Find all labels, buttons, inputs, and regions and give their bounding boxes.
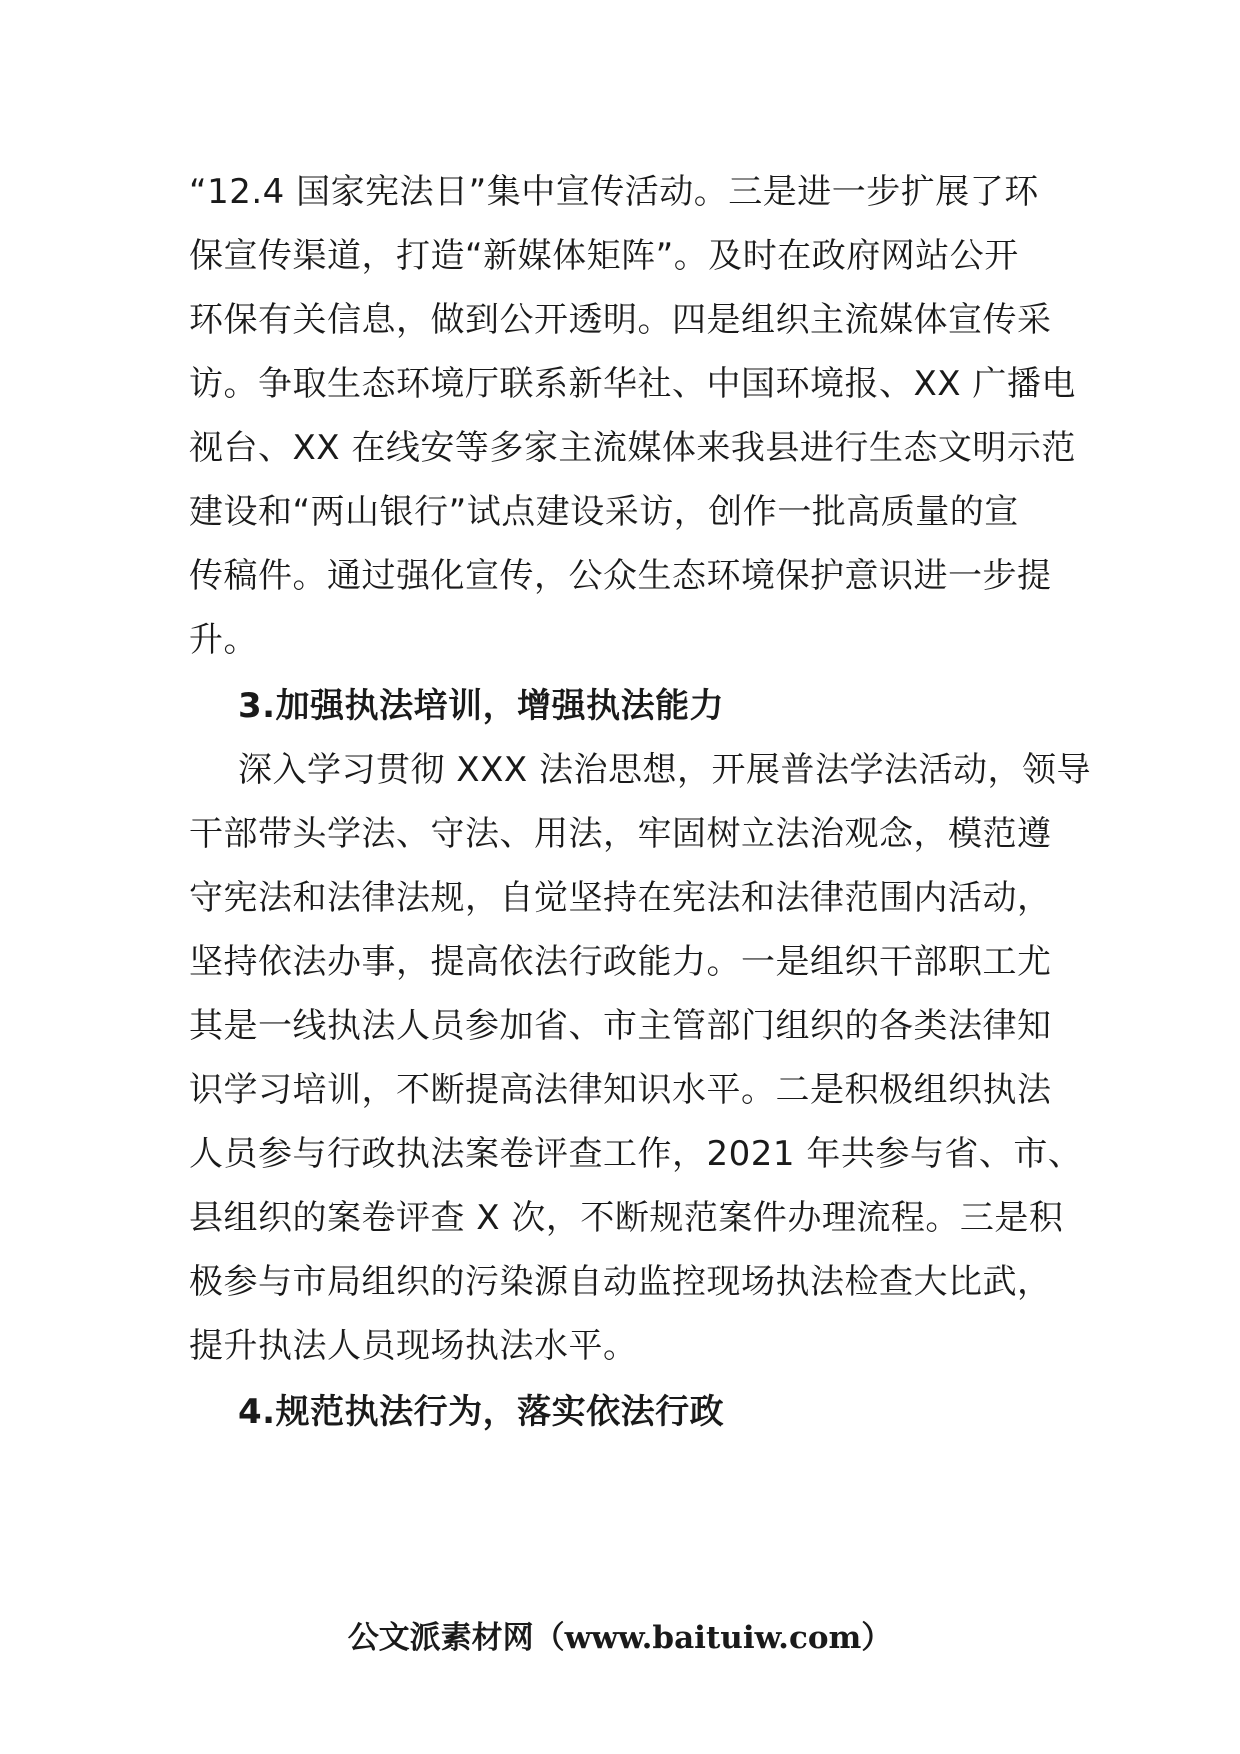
paragraph-line: 极参与市局组织的污染源自动监控现场执法检查大比武， xyxy=(189,1262,1052,1302)
paragraph-line: 视台、XX 在线安等多家主流媒体来我县进行生态文明示范 xyxy=(189,428,1076,468)
paragraph-line: 保宣传渠道，打造“新媒体矩阵”。及时在政府网站公开 xyxy=(189,236,1019,276)
paragraph-line: 访。争取生态环境厅联系新华社、中国环境报、XX 广播电 xyxy=(189,364,1076,404)
paragraph-line: 提升执法人员现场执法水平。 xyxy=(189,1326,638,1366)
paragraph-line: 环保有关信息，做到公开透明。四是组织主流媒体宣传采 xyxy=(189,300,1052,340)
paragraph-line: 干部带头学法、守法、用法，牢固树立法治观念，模范遵 xyxy=(189,814,1052,854)
page-footer-source: 公文派素材网（www.baituiw.com） xyxy=(347,1620,893,1656)
paragraph-line: 识学习培训，不断提高法律知识水平。二是积极组织执法 xyxy=(189,1070,1052,1110)
paragraph-line: 传稿件。通过强化宣传，公众生态环境保护意识进一步提 xyxy=(189,556,1052,596)
paragraph-line: 守宪法和法律法规，自觉坚持在宪法和法律范围内活动， xyxy=(189,878,1052,918)
section-heading-3: 3.加强执法培训，增强执法能力 xyxy=(238,686,725,726)
paragraph-line: 建设和“两山银行”试点建设采访，创作一批高质量的宣 xyxy=(189,492,1019,532)
paragraph-line: 深入学习贯彻 XXX 法治思想，开展普法学法活动，领导 xyxy=(238,750,1091,790)
paragraph-line: 县组织的案卷评查 X 次，不断规范案件办理流程。三是积 xyxy=(189,1198,1064,1238)
paragraph-line: 升。 xyxy=(189,620,258,660)
paragraph-line: 其是一线执法人员参加省、市主管部门组织的各类法律知 xyxy=(189,1006,1052,1046)
paragraph-line: 人员参与行政执法案卷评查工作，2021 年共参与省、市、 xyxy=(189,1134,1083,1174)
paragraph-line: 坚持依法办事，提高依法行政能力。一是组织干部职工尤 xyxy=(189,942,1052,982)
section-heading-4: 4.规范执法行为，落实依法行政 xyxy=(238,1392,725,1432)
paragraph-line: “12.4 国家宪法日”集中宣传活动。三是进一步扩展了环 xyxy=(189,172,1039,212)
